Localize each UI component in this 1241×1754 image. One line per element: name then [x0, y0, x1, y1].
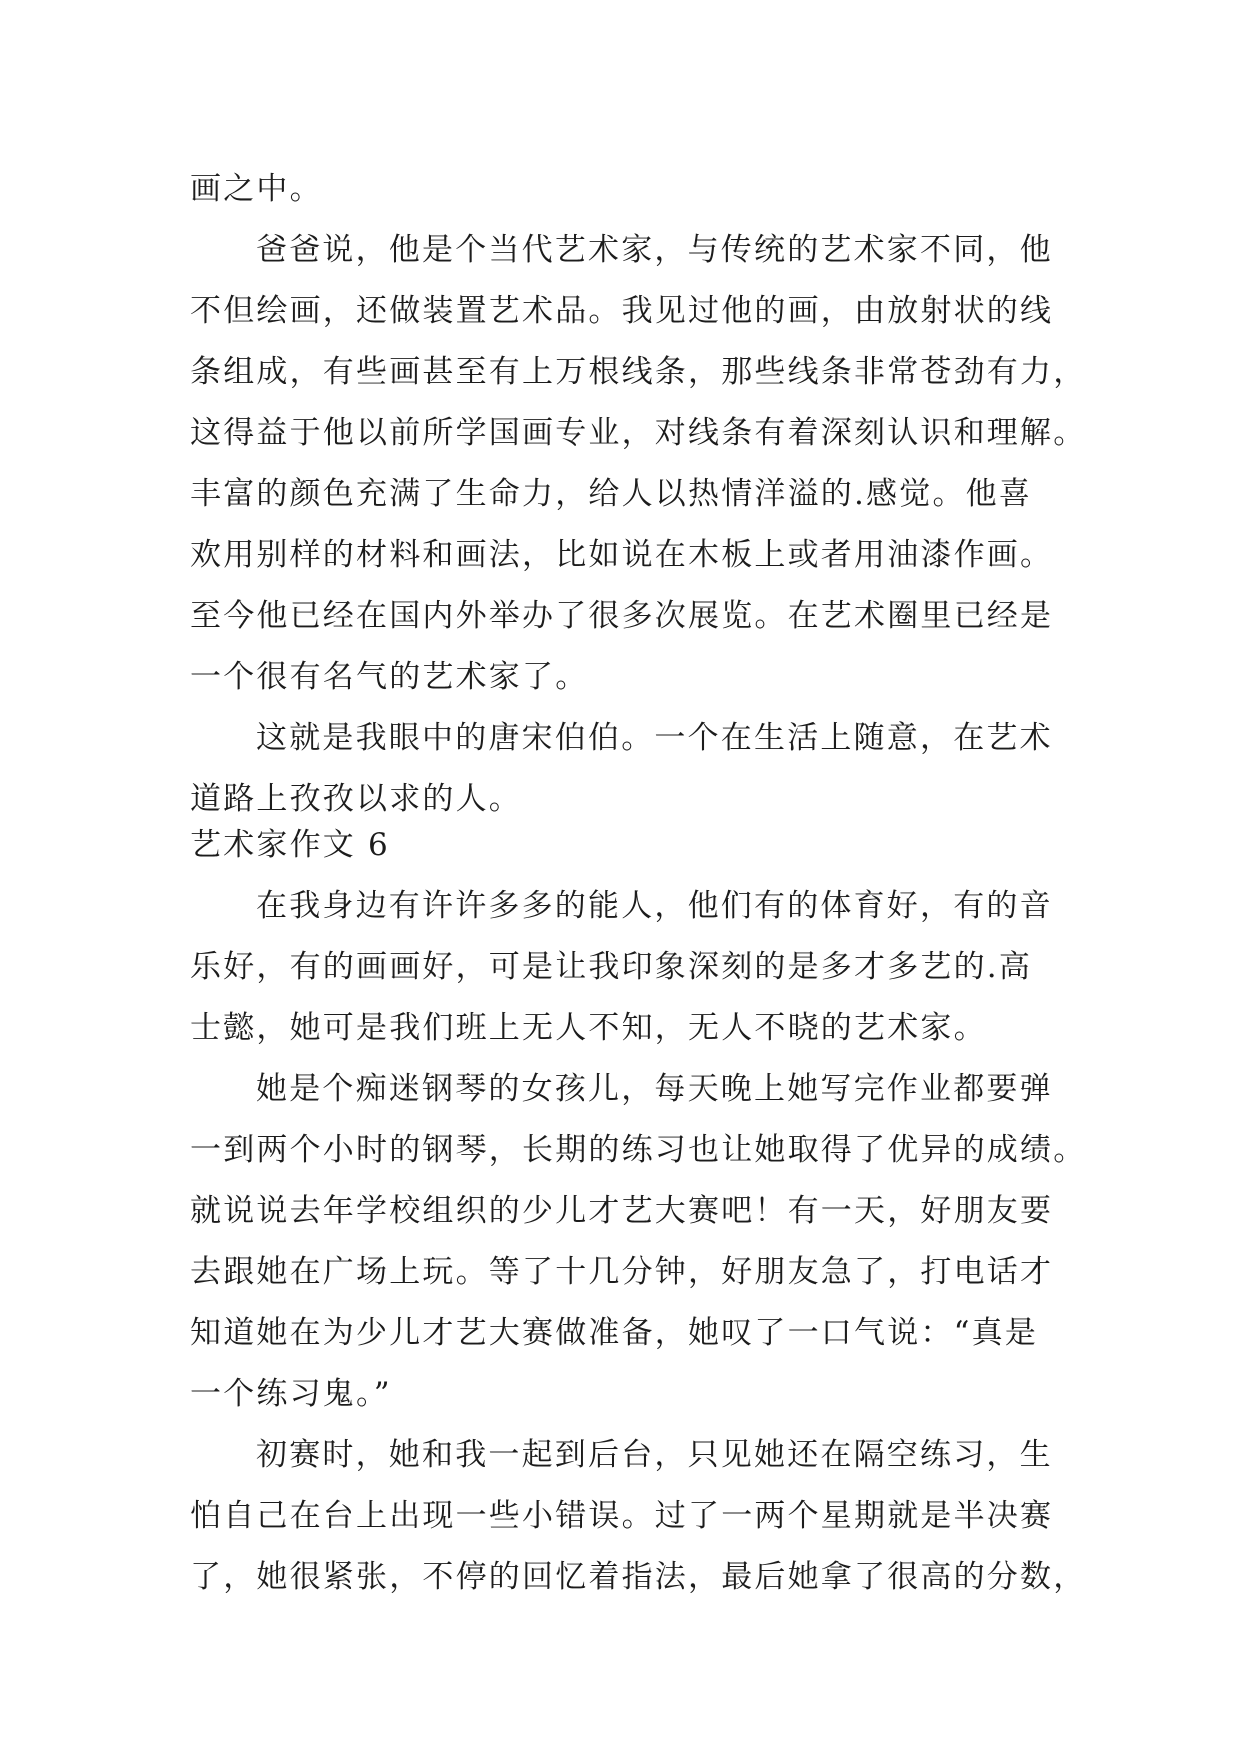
text-line: 一到两个小时的钢琴，长期的练习也让她取得了优异的成绩。 — [190, 1132, 1087, 1168]
text-line: 这就是我眼中的唐宋伯伯。一个在生活上随意，在艺术 — [256, 720, 1053, 756]
text-line: 了，她很紧张，不停的回忆着指法，最后她拿了很高的分数， — [190, 1559, 1087, 1595]
text-line: 欢用别样的材料和画法，比如说在木板上或者用油漆作画。 — [190, 537, 1054, 573]
text-line: 知道她在为少儿才艺大赛做准备，她叹了一口气说：“真是 — [190, 1315, 1039, 1351]
text-line: 初赛时，她和我一起到后台，只见她还在隔空练习，生 — [256, 1437, 1053, 1473]
text-line: 去跟她在广场上玩。等了十几分钟，好朋友急了，打电话才 — [190, 1254, 1054, 1290]
text-line: 丰富的颜色充满了生命力，给人以热情洋溢的.感觉。他喜 — [190, 476, 1033, 512]
text-line: 至今他已经在国内外举办了很多次展览。在艺术圈里已经是 — [190, 598, 1054, 634]
text-line: 爸爸说，他是个当代艺术家，与传统的艺术家不同，他 — [256, 232, 1053, 268]
text-line: 一个很有名气的艺术家了。 — [190, 659, 589, 695]
text-line: 条组成，有些画甚至有上万根线条，那些线条非常苍劲有力， — [190, 354, 1087, 390]
text-line: 这得益于他以前所学国画专业，对线条有着深刻认识和理解。 — [190, 415, 1087, 451]
text-line: 道路上孜孜以求的人。 — [190, 781, 522, 817]
text-line: 画之中。 — [190, 171, 323, 207]
text-line: 士懿，她可是我们班上无人不知，无人不晓的艺术家。 — [190, 1010, 987, 1046]
text-line: 就说说去年学校组织的少儿才艺大赛吧！有一天，好朋友要 — [190, 1193, 1054, 1229]
text-line: 一个练习鬼。” — [190, 1376, 392, 1412]
text-line: 怕自己在台上出现一些小错误。过了一两个星期就是半决赛 — [190, 1498, 1054, 1534]
essay-text — [190, 159, 1087, 1608]
text-line: 乐好，有的画画好，可是让我印象深刻的是多才多艺的.高 — [190, 949, 1033, 985]
text-line: 不但绘画，还做装置艺术品。我见过他的画，由放射状的线 — [190, 293, 1054, 329]
text-line: 在我身边有许许多多的能人，他们有的体育好，有的音 — [256, 888, 1053, 924]
text-line: 她是个痴迷钢琴的女孩儿，每天晚上她写完作业都要弹 — [256, 1071, 1053, 1107]
section-heading: 艺术家作文 6 — [190, 827, 390, 863]
